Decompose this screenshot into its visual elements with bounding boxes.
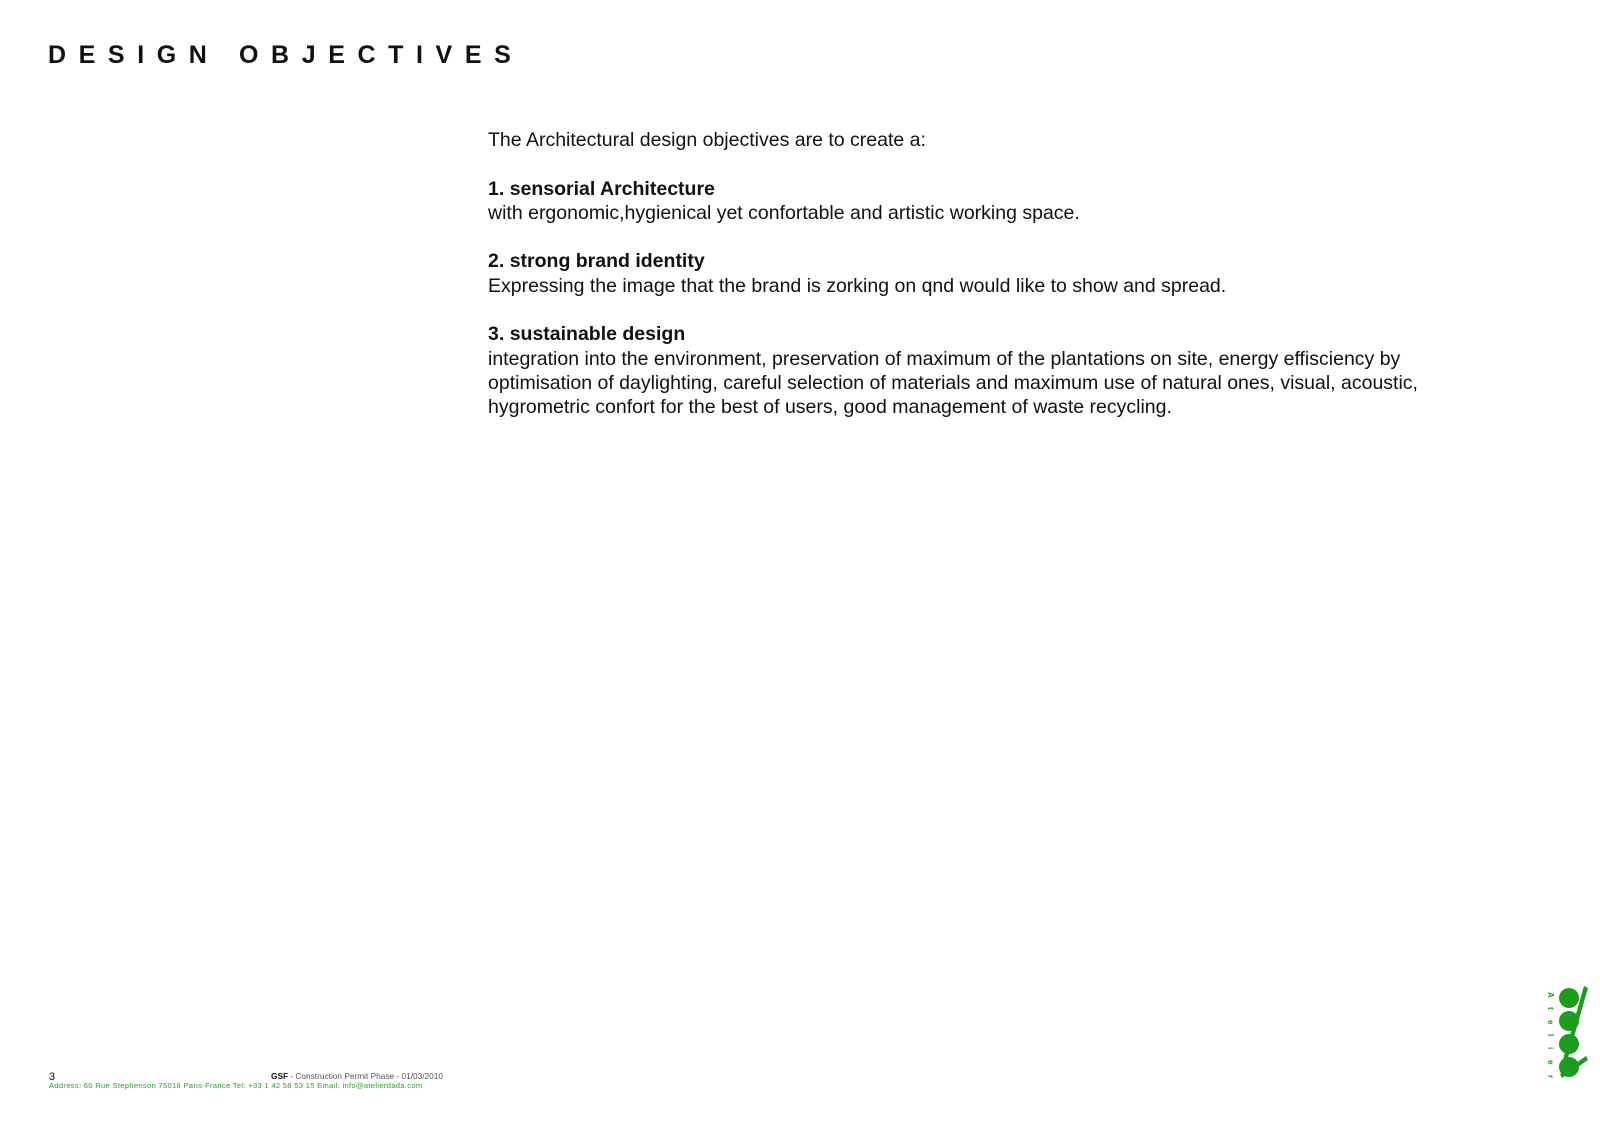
objective-title: [488, 177, 1498, 201]
objective-number: 1.: [488, 177, 505, 200]
address-line: Address: 60 Rue Stephenson 75018 Paris-France Tel: +33 1 42 58 53 15 Email: info@atelierdada.com: [49, 1081, 423, 1090]
objective-title-text: sensorial Architecture: [509, 177, 715, 200]
project-phase: - Construction Permit Phase - 01/03/2010: [288, 1071, 444, 1081]
objective-description: Expressing the image that the brand is zorking on qnd would like to show and spread.: [488, 274, 1227, 297]
objective-description: integration into the environment, preservation of maximum of the plantations on site, energy effisciency by optimisation of daylighting, careful selection of materials and maximum use of natural ones, visual, acoustic, hygrometric confort for the best of users, good management of waste recycling.: [488, 347, 1418, 419]
objective-title-text: strong brand identity: [509, 250, 705, 273]
logo-letter: i: [1546, 1047, 1555, 1050]
objective-item: [488, 322, 1498, 419]
logo-letter: e: [1546, 1060, 1555, 1065]
objective-description: with ergonomic,hygienical yet confortable and artistic working space.: [488, 201, 1080, 224]
objective-number: 2.: [488, 250, 505, 273]
objectives-content: [488, 128, 1498, 444]
logo-letter: t: [1546, 1007, 1555, 1010]
logo-letter: r: [1546, 1075, 1555, 1079]
intro-text: The Architectural design objectives are to create a:: [488, 129, 926, 151]
logo-letter: e: [1546, 1020, 1555, 1025]
objective-item: [488, 177, 1498, 226]
logo-letter: l: [1546, 1034, 1555, 1037]
project-line: [271, 1071, 443, 1081]
atelier-dada-logo-icon: [1544, 986, 1588, 1086]
objective-title-text: sustainable design: [509, 323, 686, 346]
logo-mark-icon: [1544, 986, 1588, 1086]
objective-title: [488, 322, 1498, 346]
page-title: DESIGN OBJECTIVES: [48, 41, 524, 69]
objective-item: [488, 249, 1498, 298]
page-footer: [49, 1071, 479, 1093]
project-code: GSF: [271, 1071, 289, 1081]
logo-letter: A: [1546, 992, 1555, 998]
objective-number: 3.: [488, 323, 505, 346]
page-number: 3: [49, 1071, 56, 1083]
objective-title: [488, 249, 1498, 273]
